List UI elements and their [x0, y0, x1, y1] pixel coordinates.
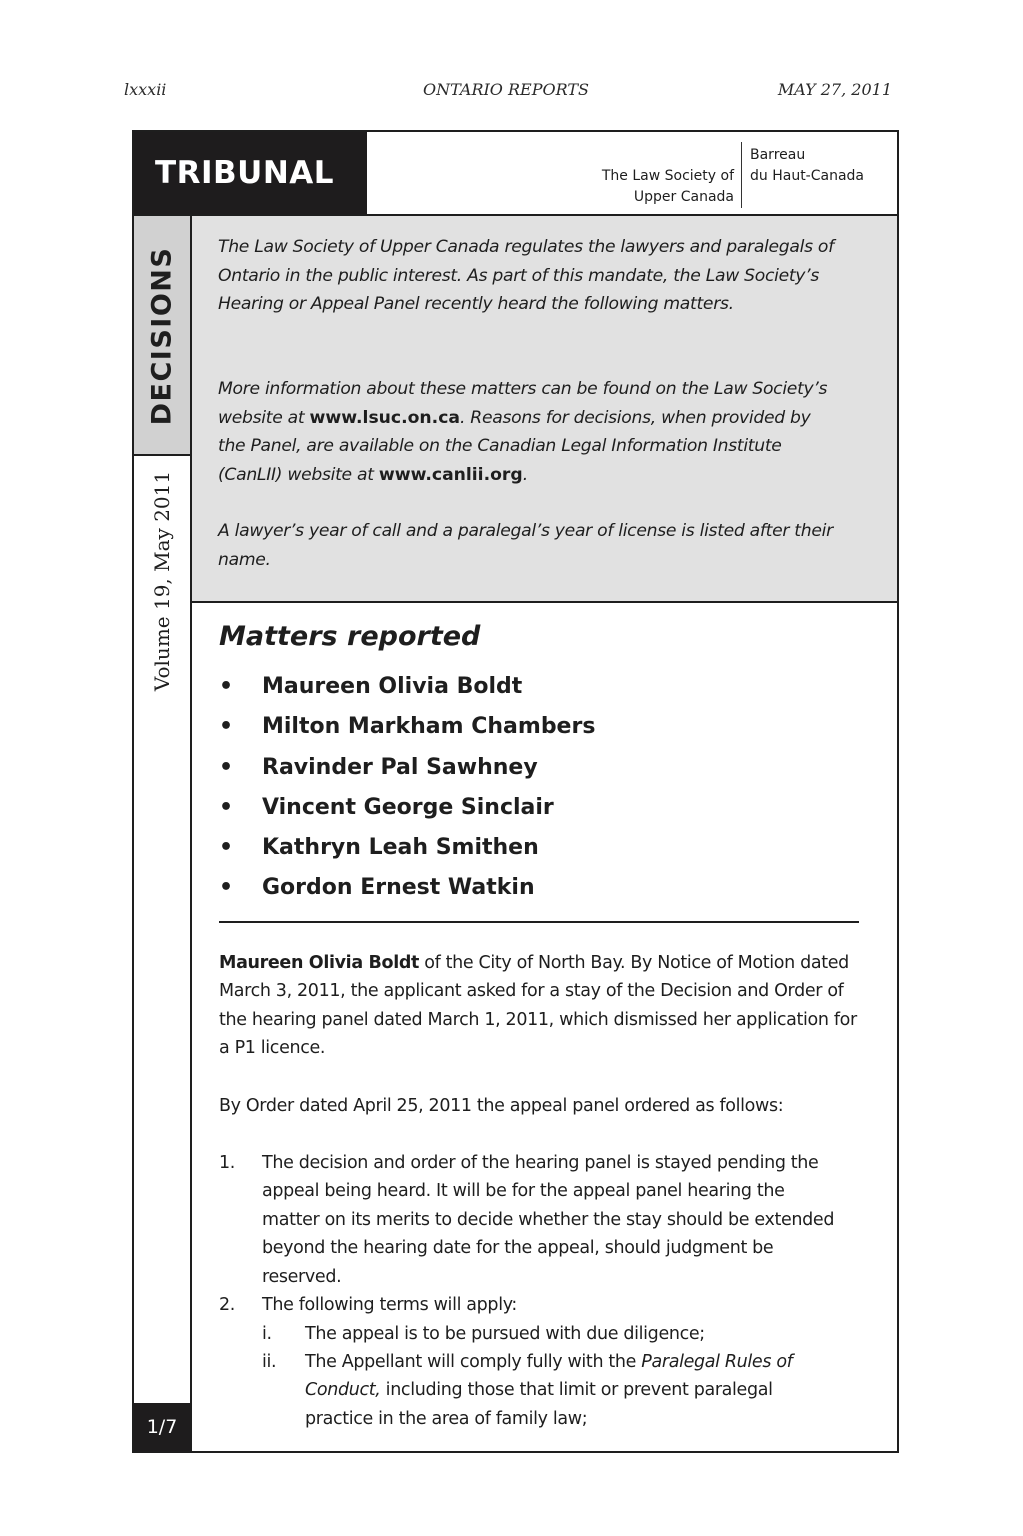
tribunal-decisions-box — [132, 130, 899, 1453]
sub-item-text-part: including those that limit or prevent paralegal practice in the area of family law; — [305, 1380, 773, 1429]
case-intro-paragraph — [219, 949, 869, 1063]
bullet-icon: • — [219, 674, 234, 699]
list-item — [219, 788, 595, 828]
box-header — [134, 132, 897, 216]
order-item — [219, 1149, 839, 1291]
intro-text: . Reasons for decisions, when provided by the Panel, are available on the Canadian Legal Information Institute (CanLII) website at — [218, 407, 811, 485]
order-sub-item — [262, 1320, 842, 1348]
lsuc-website-link[interactable]: www.lsuc.on.ca — [309, 407, 460, 428]
publication-title: ONTARIO REPORTS — [422, 80, 590, 99]
order-item — [219, 1291, 839, 1319]
order-item-text: The decision and order of the hearing panel is stayed pending the appeal being heard. It will be for the appeal panel hearing the matter on its merits to decide whether the stay should be extended beyond the hearing date for the appeal, should judgment be reserved. — [262, 1153, 835, 1287]
page-counter: 1/7 — [134, 1403, 190, 1451]
section-divider — [219, 921, 859, 923]
list-item — [219, 828, 595, 868]
sub-item-text-part: The Appellant will comply fully with the — [305, 1352, 642, 1372]
matters-title: Matters reported — [219, 621, 481, 652]
list-item — [219, 868, 595, 908]
barreau-logo-text — [750, 145, 864, 187]
issue-date: MAY 27, 2011 — [777, 80, 892, 99]
matter-name: Maureen Olivia Boldt — [262, 674, 523, 699]
decisions-label-block — [134, 216, 190, 456]
matter-name: Ravinder Pal Sawhney — [262, 754, 538, 780]
running-head — [120, 80, 892, 106]
order-item-number: 2. — [219, 1295, 235, 1315]
page-number-roman: lxxxii — [124, 80, 167, 99]
matter-name: Vincent George Sinclair — [262, 794, 554, 820]
matters-list — [219, 667, 595, 909]
section-title: TRIBUNAL — [134, 132, 367, 214]
rules-of-conduct-title: Paralegal Rules of Conduct, — [305, 1352, 793, 1401]
bullet-icon: • — [219, 835, 234, 861]
sub-item-text: The appeal is to be pursued with due diligence; — [305, 1324, 705, 1344]
logo-divider — [741, 142, 742, 208]
decisions-label: DECISIONS — [146, 246, 178, 426]
case-order-paragraph: By Order dated April 25, 2011 the appeal panel ordered as follows: — [219, 1096, 784, 1116]
order-sub-item — [262, 1348, 842, 1433]
case-name: Maureen Olivia Boldt — [219, 953, 420, 973]
intro-paragraph-2 — [218, 375, 838, 489]
intro-paragraph-3: A lawyer’s year of call and a paralegal’s year of license is listed after their name. — [218, 521, 833, 570]
law-society-logo-text — [602, 166, 734, 208]
body-section — [192, 603, 897, 1451]
org-name-line2: Upper Canada — [633, 189, 734, 205]
sub-item-number: i. — [262, 1324, 272, 1344]
sub-item-text — [262, 1348, 842, 1433]
intro-text: . — [522, 464, 528, 485]
list-item — [219, 707, 595, 747]
sub-item-number: ii. — [262, 1352, 277, 1372]
bullet-icon: • — [219, 794, 234, 820]
matter-name: Kathryn Leah Smithen — [262, 835, 539, 861]
bullet-icon: • — [219, 714, 234, 740]
intro-panel — [192, 216, 897, 603]
canlii-website-link[interactable]: www.canlii.org — [378, 464, 523, 485]
matter-name: Milton Markham Chambers — [262, 714, 596, 740]
intro-text: More information about these matters can be found on the Law Society’s website at — [218, 379, 828, 428]
order-item-text: The following terms will apply: — [262, 1295, 517, 1315]
sidebar — [134, 216, 192, 1451]
org-name-fr-line2: du Haut-Canada — [750, 168, 865, 184]
volume-label: Volume 19, May 2011 — [150, 470, 174, 692]
bullet-icon: • — [219, 875, 234, 901]
org-name-line1: The Law Society of — [601, 168, 734, 184]
volume-label-block — [134, 456, 190, 706]
list-item — [219, 667, 595, 707]
matter-name: Gordon Ernest Watkin — [262, 875, 535, 901]
order-item-number: 1. — [219, 1153, 235, 1173]
bullet-icon: • — [219, 754, 234, 780]
intro-paragraph-1: The Law Society of Upper Canada regulates the lawyers and paralegals of Ontario in the public interest. As part of this mandate, the Law Society’s Hearing or Appeal Panel recently heard the following matters. — [218, 237, 834, 314]
list-item — [219, 748, 595, 788]
case-intro-text: of the City of North Bay. By Notice of Motion dated March 3, 2011, the applicant asked for a stay of the Decision and Order of the hearing panel dated March 1, 2011, which dismissed her application for a P1 licence. — [219, 953, 857, 1059]
org-name-fr-line1: Barreau — [750, 147, 806, 163]
